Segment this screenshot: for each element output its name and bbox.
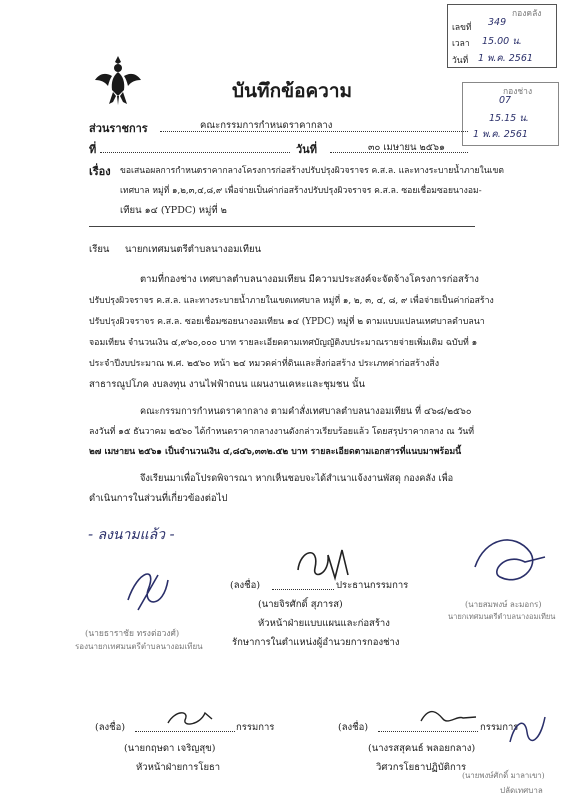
chair-role: ประธานกรรมการ xyxy=(336,580,409,591)
ref-label: ที่ xyxy=(89,143,97,156)
date-label: วันที่ xyxy=(296,143,317,156)
garuda-emblem-icon xyxy=(93,54,143,106)
chair-dotline xyxy=(272,589,334,590)
stamp2-date-value: 1 พ.ค. 2561 xyxy=(473,129,528,140)
to-label: เรียน xyxy=(89,244,110,255)
agency-label: ส่วนราชการ xyxy=(89,122,148,135)
member1-role: กรรมการ xyxy=(236,722,275,733)
para2-line-1: คณะกรรมการกำหนดราคากลาง ตามคำสั่งเทศบาลตำบลนางอมเทียน ที่ ๔๖๘/๒๕๖๐ xyxy=(140,406,472,417)
member1-prefix: (ลงชื่อ) xyxy=(95,722,126,733)
member2-name: (นางรสสุคนธ์ พลอยกลาง) xyxy=(368,743,476,754)
chair-name: (นายจิรศักดิ์ สุภารส) xyxy=(258,599,343,610)
member2-title: วิศวกรโยธาปฏิบัติการ xyxy=(376,762,467,773)
para2-line-3: ๒๗ เมษายน ๒๕๖๑ เป็นจำนวนเงิน ๔,๘๔๖,๓๓๒.๕๒ บาท รายละเอียดตามเอกสารที่แนบมาพร้อมนี้ xyxy=(89,447,462,457)
para1-line-5: ประจำปีงบประมาณ พ.ศ. ๒๕๖๐ หน้า ๒๔ หมวดค่าที่ดินและสิ่งก่อสร้าง ประเภทค่าก่อสร้างสิ่ง xyxy=(89,359,440,369)
receipt-stamp-finance xyxy=(447,4,557,68)
stamp2-time-value: 15.15 น. xyxy=(489,113,529,124)
stamp-no-label: เลขที่ xyxy=(452,23,472,33)
subject-line-1: ขอเสนอผลการกำหนดราคากลางโครงการก่อสร้างปรับปรุงผิวจราจร ค.ส.ล. และทางระบายน้ำภายในเขต xyxy=(120,166,504,176)
left-note-title: รองนายกเทศมนตรีตำบลนางอมเทียน xyxy=(75,642,203,651)
stamp-time-value: 15.00 น. xyxy=(482,36,522,47)
member1-title: หัวหน้าฝ่ายการโยธา xyxy=(136,762,221,773)
bottom-right-note-name: (นายพงษ์ศักดิ์ มาลาเขา) xyxy=(462,771,545,780)
member1-dotline xyxy=(135,731,235,732)
receipt-stamp-engineering xyxy=(462,82,559,146)
bottom-right-signature-icon xyxy=(505,712,550,761)
stamp-date-label: วันที่ xyxy=(452,56,469,66)
member2-signature-icon xyxy=(418,703,478,732)
para1-line-6: สาธารณูปโภค งบลงทุน งานไฟฟ้าถนน แผนงานเคหะและชุมชน นั้น xyxy=(89,379,365,390)
right-note-title: นายกเทศมนตรีตำบลนางอมเทียน xyxy=(448,612,556,621)
member1-signature-icon xyxy=(165,705,215,734)
stamp-time-label: เวลา xyxy=(452,39,470,49)
chair-title-1: หัวหน้าฝ่ายแบบแผนและก่อสร้าง xyxy=(258,618,390,629)
para1-line-2: ปรับปรุงผิวจราจร ค.ส.ล. และทางระบายน้ำภายในเขตเทศบาล หมู่ที่ ๑, ๒, ๓, ๔, ๘, ๙ เพื่อจ่ายเป็นค่าก่อสร้าง xyxy=(89,296,494,306)
bottom-right-note-title: ปลัดเทศบาล xyxy=(500,786,543,795)
stamp-dept: กองคลัง xyxy=(512,9,542,19)
subject-line-2: เทศบาล หมู่ที่ ๑,๒,๓,๔,๘,๙ เพื่อจ่ายเป็นค่าก่อสร้างปรับปรุงผิวจราจร ค.ส.ล. ซอยเชื่อมซอยนางอม- xyxy=(120,186,482,196)
subject-label: เรื่อง xyxy=(89,165,111,178)
para1-line-4: จอมเทียน จำนวนเงิน ๔,๙๖๐,๐๐๐ บาท รายละเอียดตามเทศบัญญัติงบประมาณรายจ่ายเพิ่มเติม ฉบับที่ ๑ xyxy=(89,338,478,348)
right-note-name: (นายสมพงษ์ ละมอกร) xyxy=(465,600,542,609)
stamp-date-value: 1 พ.ค. 2561 xyxy=(478,53,533,64)
chair-title-2: รักษาการในตำแหน่งผู้อำนวยการกองช่าง xyxy=(232,637,400,648)
stamp2-dept: กองช่าง xyxy=(503,87,533,97)
agency-value: คณะกรรมการกำหนดราคากลาง xyxy=(200,120,333,131)
member1-name: (นายกฤษดา เจริญสุข) xyxy=(124,743,216,754)
member2-dotline xyxy=(378,731,478,732)
ref-dotline xyxy=(100,152,290,153)
para2-line-2: ลงวันที่ ๑๕ ธันวาคม ๒๕๖๐ ได้กำหนดราคากลางงานดังกล่าวเรียบร้อยแล้ว โดยสรุปราคากลาง ณ วันที่ xyxy=(89,427,475,437)
date-value: ๓๐ เมษายน ๒๕๖๑ xyxy=(368,142,446,153)
page-title: บันทึกข้อความ xyxy=(232,80,353,102)
stamp-no-value: 349 xyxy=(488,17,507,28)
chair-prefix: (ลงชื่อ) xyxy=(230,580,261,591)
para3-line-1: จึงเรียนมาเพื่อโปรดพิจารณา หากเห็นชอบจะได้สำเนาแจ้งงานพัสดุ กองคลัง เพื่อ xyxy=(140,473,454,484)
to-value: นายกเทศมนตรีตำบลนางอมเทียน xyxy=(125,244,262,255)
stamp2-no-value: 07 xyxy=(499,95,512,106)
left-note-handwriting: - ลงนามแล้ว - xyxy=(88,527,175,543)
left-note-name: (นายธาราชัย ทรงต่อวงศ์) xyxy=(85,629,180,639)
member2-role: กรรมการ xyxy=(480,722,519,733)
subject-line-3: เทียน ๑๔ (YPDC) หมู่ที่ ๒ xyxy=(120,205,227,216)
para3-line-2: ดำเนินการในส่วนที่เกี่ยวข้องต่อไป xyxy=(89,493,228,504)
header-divider xyxy=(89,226,475,227)
right-signature-icon xyxy=(470,532,550,596)
left-signature-icon xyxy=(118,560,178,624)
member2-prefix: (ลงชื่อ) xyxy=(338,722,369,733)
para1-line-1: ตามที่กองช่าง เทศบาลตำบลนางอมเทียน มีความประสงค์จะจัดจ้างโครงการก่อสร้าง xyxy=(140,274,479,285)
para1-line-3: ปรับปรุงผิวจราจร ค.ส.ล. ซอยเชื่อมซอยนางอมเทียน ๑๔ (YPDC) หมู่ที่ ๒ ตามแบบแปลนเทศบาลตำบลนา xyxy=(89,317,485,327)
